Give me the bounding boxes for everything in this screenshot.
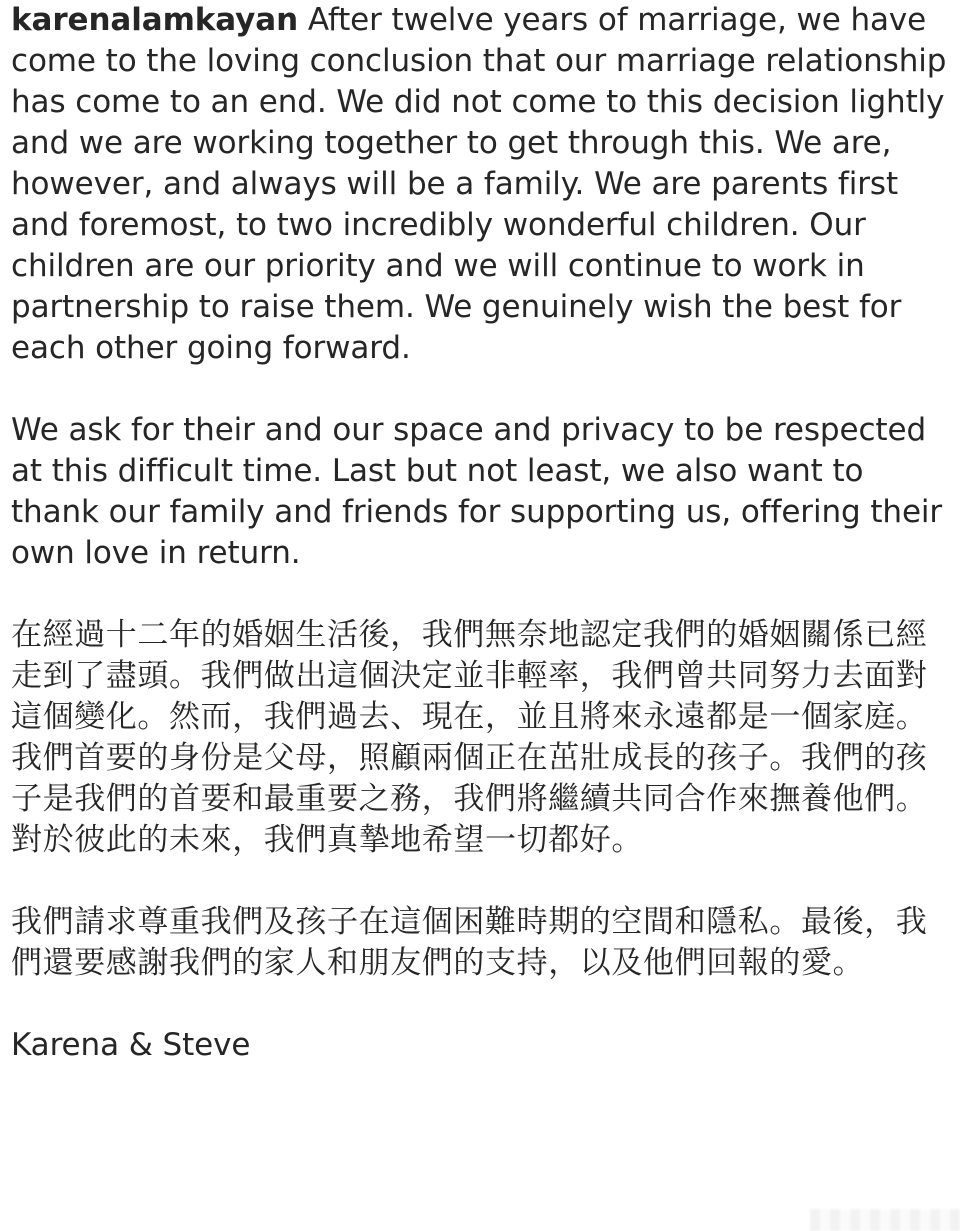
watermark [810, 1209, 960, 1231]
caption-paragraph-chinese-1: 在經過十二年的婚姻生活後，我們無奈地認定我們的婚姻關係已經走到了盡頭。我們做出這個決定並非輕率，我們曾共同努力去面對這個變化。然而，我們過去、現在，並且將來永遠都是一個家庭。我們首要的身份是父母，照顧兩個正在茁壯成長的孩子。我們的孩子是我們的首要和最重要之務，我們將繼續共同合作來撫養他們。對於彼此的未來，我們真摯地希望一切都好。 [11, 617, 928, 858]
caption-paragraph-english-1 [11, 0, 951, 369]
post-caption [11, 0, 951, 1066]
caption-paragraph-chinese-2: 我們請求尊重我們及孩子在這個困難時期的空間和隱私。最後，我們還要感謝我們的家人和朋友們的支持，以及他們回報的愛。 [11, 904, 928, 981]
signature: Karena & Steve [11, 1027, 251, 1063]
caption-text-english-1: After twelve years of marriage, we have come to the loving conclusion that our marriage relationship has come to an end. We did not come to this decision lightly and we are working together to get through this. We are, however, and always will be a family. We are parents first and foremost, to two incredibly wonderful children. Our children are our priority and we will continue to work in partnership to raise them. We genuinely wish the best for each other going forward. [11, 2, 947, 366]
caption-paragraph-english-2: We ask for their and our space and privacy to be respected at this difficult time. Last but not least, we also want to thank our family and friends for supporting us, offering their own love in return. [11, 412, 943, 571]
username-link[interactable]: karenalamkayan [11, 2, 299, 38]
